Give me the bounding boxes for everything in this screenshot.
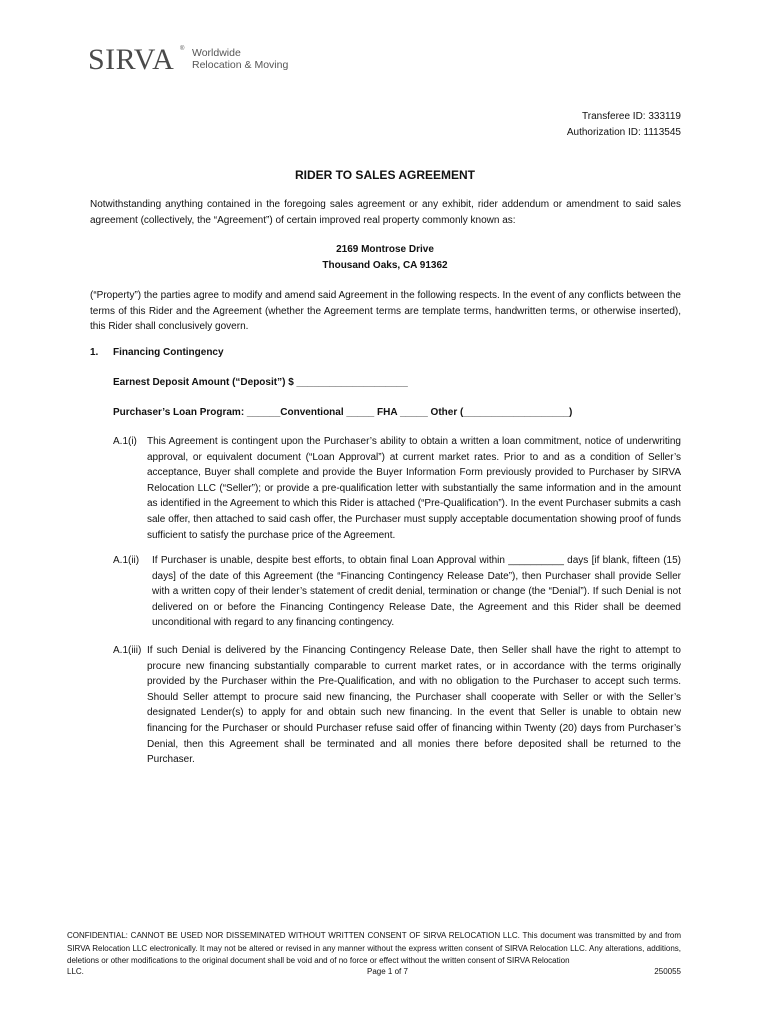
item-label: A.1(iii) xyxy=(113,645,142,656)
item-label: A.1(i) xyxy=(113,436,137,447)
item-text: This Agreement is contingent upon the Purchaser’s ability to obtain a written a loan commitment, notice of underwriting approval, or equivalent document (“Loan Approval”) at current market rates. Prior to and as a condition of Seller’s acceptance, Buyer shall complete and provide the Buyer Information Form previously provided to Purchaser by SIRVA Relocation LLC (“Seller”); or provide a pre-qualification letter with substantially the same information and in the amount as identified in the Agreement to which this Rider is attached (“Pre-Qualification”). In the event Purchaser submits a cash sale offer, then attached to said cash offer, the Purchaser must supply acceptable documentation showing proof of funds sufficient to satisfy the purchase price of the Agreement. xyxy=(147,436,681,541)
item-text: If Purchaser is unable, despite best efforts, to obtain final Loan Approval within __________ days [if blank, fifteen (15) days] of the date of this Agreement (the “Financing Contingency Release Date”), then Purchaser shall provide Seller with a written copy of their lender’s statement of credit denial, termination or change (the “Denial”). If such Denial is not delivered on or before the Financing Contingency Release Date, the Agreement and this Rider shall be deemed unconditional with regard to any financing contingency. xyxy=(152,555,681,629)
section-title: Financing Contingency xyxy=(113,347,224,358)
logo-registered-mark: ® xyxy=(180,46,185,52)
loan-program-line: Purchaser’s Loan Program: ______Conventional _____ FHA _____ Other (___________________) xyxy=(113,407,573,418)
property-paragraph: (“Property”) the parties agree to modify and amend said Agreement in the following respects. In the event of any conflicts between the terms of this Rider and the Agreement (whether the Agreement terms are template terms, handwritten terms, or otherwise inserted), this Rider shall conclusively govern. xyxy=(90,290,681,333)
deposit-amount-line: Earnest Deposit Amount (“Deposit”) $ ____________________ xyxy=(113,377,408,388)
logo-tagline xyxy=(192,48,288,71)
footer-llc: LLC. xyxy=(67,967,84,976)
property-address xyxy=(0,242,770,273)
item-label: A.1(ii) xyxy=(113,555,140,566)
logo-tagline-line1: Worldwide xyxy=(192,47,241,59)
item-text: If such Denial is delivered by the Financing Contingency Release Date, then Seller shall have the right to attempt to procure new financing substantially comparable to current market rates, or in accordance with the terms originally provided by the Purchaser within the Pre-Qualification, and with no obligation to the Purchaser to accept such terms. Should Seller attempt to procure said new financing, the Purchaser shall cooperate with Seller or with the Seller’s designated Lender(s) to apply for and obtain such new financing. In the event that Seller is unable to obtain new financing for the Purchaser or should Purchaser refuse said offer of financing within Twenty (20) days from Purchaser’s Denial, then this Agreement shall be terminated and all monies there before deposited shall be returned to the Purchaser. xyxy=(147,645,681,766)
document-title: RIDER TO SALES AGREEMENT xyxy=(294,168,476,182)
section-number: 1. xyxy=(90,347,99,358)
logo-tagline-line2: Relocation & Moving xyxy=(192,58,289,71)
confidential-notice: CONFIDENTIAL: CANNOT BE USED NOR DISSEMINATED WITHOUT WRITTEN CONSENT OF SIRVA RELOCATION LLC. This document was transmitted by and from SIRVA Relocation LLC electronically. It may not be altered or revised in any manner without the express written consent of SIRVA Relocation LLC. Any alterations, additions, deletions or other modifications to the original document shall be void and of no force or effect without the written consent of SIRVA Relocation xyxy=(67,931,681,966)
logo-wordmark: SIRVA xyxy=(88,43,175,76)
document-code: 250055 xyxy=(654,967,681,976)
page-number: Page 1 of 7 xyxy=(367,967,408,976)
address-city: Thousand Oaks, CA 91362 xyxy=(322,259,448,271)
intro-paragraph: Notwithstanding anything contained in the foregoing sales agreement or any exhibit, rider addendum or amendment to said sales agreement (collectively, the “Agreement”) of certain improved real property commonly known as: xyxy=(90,199,681,226)
authorization-id: Authorization ID: 1113545 xyxy=(566,126,681,138)
address-street: 2169 Montrose Drive xyxy=(336,244,434,255)
transferee-id: Transferee ID: 333119 xyxy=(582,111,681,122)
document-ids xyxy=(567,109,681,140)
